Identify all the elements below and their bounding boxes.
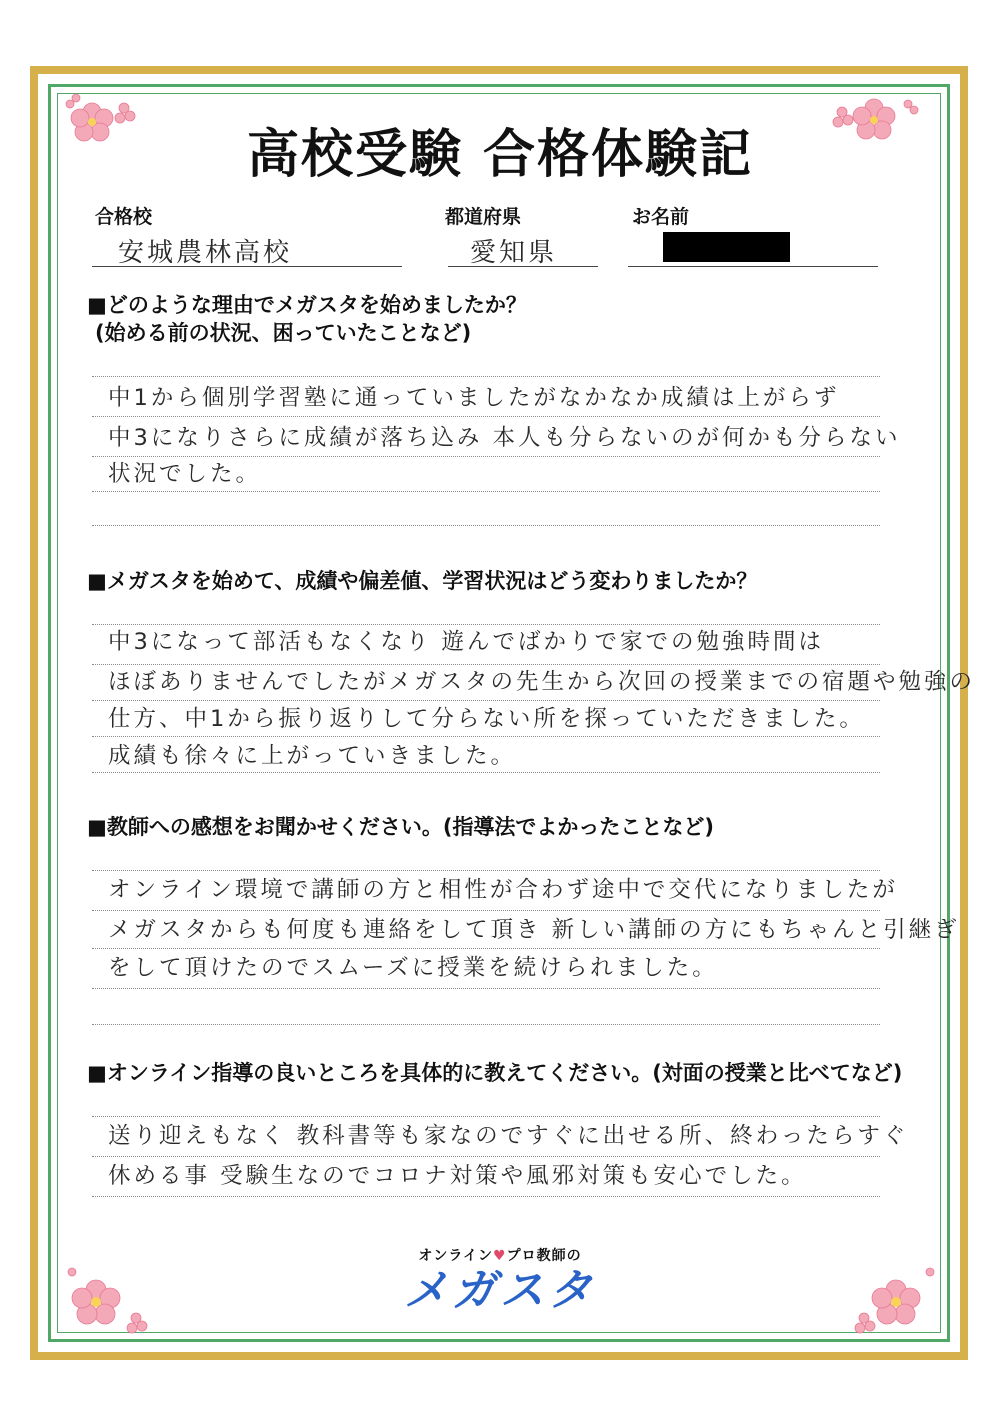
section1-answer-line: 中3になりさらに成績が落ち込み 本人も分らないのが何かも分らない	[108, 425, 901, 451]
logo-tagline-post: プロ教師の	[506, 1248, 582, 1264]
megasta-logo	[0, 1245, 1000, 1317]
section2-answer-line: ほぼありませんでしたがメガスタの先生から次回の授業までの宿題や勉強の	[108, 669, 976, 695]
section2-answer-line: 成績も徐々に上がっていきました。	[108, 743, 517, 769]
section1-heading: ■どのような理由でメガスタを始めましたか？	[87, 293, 527, 317]
section3-answer-line: メガスタからも何度も連絡をして頂き 新しい講師の方にもちゃんと引継ぎ	[108, 917, 960, 943]
section2-answer-line: 中3になって部活もなくなり 遊んでばかりで家での勉強時間は	[108, 629, 824, 655]
section2-answer-line: 仕方、中1から振り返りして分らない所を探っていただきました。	[108, 706, 865, 732]
section1-answer-line: 中1から個別学習塾に通っていましたがなかなか成績は上がらず	[108, 385, 840, 411]
section4-answer-line: 送り迎えもなく 教科書等も家なのですぐに出せる所、終わったらすぐ	[108, 1123, 909, 1149]
school-value: 安城農林高校	[118, 238, 293, 268]
ruled-line	[92, 1196, 880, 1197]
name-underline	[628, 266, 878, 267]
section2-heading: ■メガスタを始めて、成績や偏差値、学習状況はどう変わりましたか？	[87, 569, 758, 593]
prefecture-underline	[448, 266, 598, 267]
section1-subheading: (始める前の状況、困っていたことなど)	[95, 321, 472, 345]
prefecture-value: 愛知県	[470, 238, 558, 268]
logo-name: メガスタ	[404, 1265, 596, 1316]
section4-heading: ■オンライン指導の良いところを具体的に教えてください。(対面の授業と比べてなど)	[87, 1061, 903, 1085]
section1-answer-line: 状況でした。	[108, 461, 262, 487]
school-label: 合格校	[95, 206, 153, 228]
prefecture-label: 都道府県	[445, 206, 522, 228]
school-underline	[92, 266, 402, 267]
section3-heading: ■教師への感想をお聞かせください。(指導法でよかったことなど)	[87, 815, 715, 839]
logo-tagline-pre: オンライン	[418, 1248, 494, 1264]
logo-tagline	[0, 1245, 1000, 1265]
heart-icon: ♥	[493, 1248, 507, 1264]
ruled-line	[92, 525, 880, 526]
page-title: 高校受験 合格体験記	[246, 125, 754, 185]
ruled-line	[92, 988, 880, 989]
name-label: お名前	[632, 206, 690, 228]
section3-answer-line: をして頂けたのでスムーズに授業を続けられました。	[108, 955, 718, 981]
section4-answer-line: 休める事 受験生なのでコロナ対策や風邪対策も安心でした。	[108, 1163, 807, 1189]
ruled-line	[92, 1024, 880, 1025]
name-redaction	[663, 232, 790, 262]
section3-answer-line: オンライン環境で講師の方と相性が合わず途中で交代になりましたが	[108, 877, 898, 903]
ruled-line	[92, 376, 880, 377]
